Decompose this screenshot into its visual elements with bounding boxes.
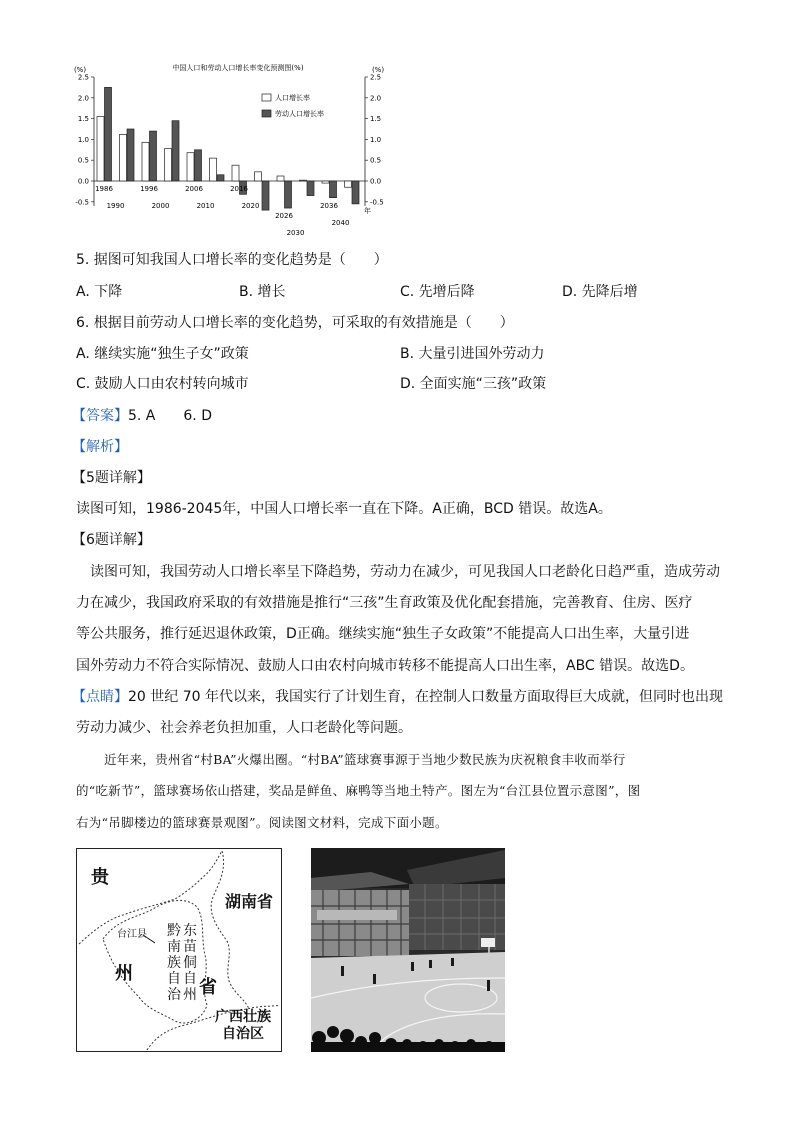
bar-population-2020 [255, 172, 262, 181]
bar-labor-2030 [307, 181, 314, 196]
y-tick-label-right: 2.5 [370, 73, 382, 82]
x-tick-label: 2026 [275, 212, 293, 220]
bar-population-1990 [120, 134, 127, 181]
chart-title: 中国人口和劳动人口增长率变化预测图(%) [172, 64, 304, 72]
d6-label: 【6题详解】 [72, 532, 151, 548]
y-unit-right: (%) [371, 66, 385, 74]
answer-text: 5. A 6. D [128, 408, 212, 424]
d6-line-2: 力在减少，我国政府采取的有效措施是推行“三孩”生育政策及优化配套措施，完善教育、住房、医疗 [76, 595, 693, 611]
legend-swatch-population [262, 94, 271, 101]
bar-population-2000 [165, 149, 172, 181]
map-label-sheng: 省 [199, 977, 217, 998]
q6-option-b[interactable]: B. 大量引进国外劳动力 [400, 346, 545, 362]
tip-label: 【点睛】 [72, 689, 128, 705]
map-label-qdn-col2: 东 苗 侗 自 州 [183, 923, 197, 1003]
y-tick-label-right: 2.0 [370, 94, 382, 103]
bar-population-2016 [232, 165, 239, 181]
x-tick-label: 2010 [196, 202, 215, 210]
map-label-guangxi: 广西壮族 自治区 [215, 1009, 271, 1042]
passage-line-3: 右为“吊脚楼边的篮球赛景观图”。阅读图文材料，完成下面小题。 [76, 815, 448, 830]
x-tick-label: 2030 [286, 229, 305, 237]
d6-line-1: 读图可知，我国劳动人口增长率呈下降趋势，劳动力在减少，可见我国人口老龄化日趋严重，造成劳动 [76, 564, 720, 580]
q5-option-c[interactable]: C. 先增后降 [400, 284, 475, 300]
x-tick-label: 1986 [95, 185, 113, 193]
d5-text: 读图可知，1986-2045年，中国人口增长率一直在下降。A正确，BCD 错误。故选A。 [76, 501, 612, 517]
map-label-taijiang: 台江县 [117, 929, 147, 940]
q6-option-d[interactable]: D. 全面实施“三孩”政策 [400, 376, 547, 392]
x-tick-label: 2040 [331, 219, 350, 227]
bar-labor-1990 [127, 129, 134, 181]
bar-population-2006 [187, 153, 194, 181]
map-label-zhou: 州 [115, 963, 133, 984]
y-tick-label-left: 2.0 [77, 94, 89, 103]
y-unit-left: (%) [73, 66, 87, 74]
bar-labor-2010 [217, 175, 224, 181]
tip-line-1: 20 世纪 70 年代以来，我国实行了计划生育，在控制人口数量方面取得巨大成就，但同时也出现 [128, 689, 723, 705]
q5-stem: 5. 据图可知我国人口增长率的变化趋势是（ ） [76, 252, 388, 268]
d6-line-4: 国外劳动力不符合实际情况、鼓励人口由农村向城市转移不能提高人口出生率，ABC 错误。故选D。 [76, 658, 694, 674]
bar-population-2026 [277, 176, 284, 181]
bar-population-1996 [142, 142, 149, 181]
legend-swatch-labor [262, 110, 271, 117]
y-tick-label-left: 0.0 [77, 177, 89, 186]
d5-label: 【5题详解】 [72, 470, 151, 486]
x-tick-label: 2000 [151, 202, 170, 210]
passage-line-1: 近年来，贵州省“村BA”火爆出圈。“村BA”篮球赛事源于当地少数民族为庆祝粮食丰收而举行 [104, 752, 626, 767]
bar-labor-2000 [172, 121, 179, 181]
bar-labor-2036 [330, 181, 337, 198]
taijiang-location-map [76, 848, 282, 1052]
y-tick-label-right: 0.5 [370, 156, 382, 165]
x-tick-label: 2016 [230, 185, 248, 193]
bar-population-2010 [210, 158, 217, 181]
answer-row [72, 406, 212, 426]
bar-labor-2006 [195, 150, 202, 181]
map-label-qdn-col1: 黔 南 族 自 治 [167, 923, 181, 1003]
x-tick-label: 1990 [106, 202, 125, 210]
bar-population-2040 [345, 181, 352, 187]
y-tick-label-left: 1.0 [77, 135, 89, 144]
x-tick-label: 1996 [140, 185, 158, 193]
x-tick-label: 2006 [185, 185, 203, 193]
tip-line-2: 劳动力减少、社会养老负担加重，人口老龄化等问题。 [76, 720, 412, 736]
map-label-gui: 贵 [91, 867, 109, 888]
y-tick-label-right: 1.0 [370, 135, 382, 144]
y-tick-label-right: 0.0 [370, 177, 382, 186]
bar-population-2036 [322, 181, 329, 183]
bar-labor-1996 [150, 131, 157, 181]
y-tick-label-right: 1.5 [370, 115, 382, 124]
bar-labor-2020 [262, 181, 269, 210]
x-unit: 年 [364, 207, 371, 215]
y-tick-label-left: -0.5 [75, 198, 89, 207]
x-tick-label: 2020 [241, 202, 260, 210]
bar-population-2030 [300, 180, 307, 181]
answer-label: 【答案】 [72, 408, 128, 424]
basketball-court-photo [311, 848, 505, 1052]
y-tick-label-right: -0.5 [370, 198, 384, 207]
tip-row [72, 687, 723, 707]
q6-stem: 6. 根据目前劳动人口增长率的变化趋势，可采取的有效措施是（ ） [76, 315, 514, 331]
passage-line-2: 的“吃新节”，篮球赛场依山搭建，奖品是鲜鱼、麻鸭等当地土特产。图左为“台江县位置示意图”，图 [76, 783, 641, 798]
population-growth-chart [60, 58, 400, 240]
q6-option-c[interactable]: C. 鼓励人口由农村转向城市 [76, 376, 249, 392]
bar-labor-1986 [105, 87, 112, 181]
legend-label-labor: 劳动人口增长率 [275, 110, 324, 118]
d6-line-3: 等公共服务，推行延迟退休政策，D正确。继续实施“独生子女政策”不能提高人口出生率，大量引进 [76, 626, 690, 642]
q5-option-a[interactable]: A. 下降 [76, 284, 123, 300]
bar-labor-2026 [285, 181, 292, 208]
y-tick-label-left: 1.5 [77, 115, 89, 124]
q5-option-b[interactable]: B. 增长 [239, 284, 286, 300]
q6-option-a[interactable]: A. 继续实施“独生子女”政策 [76, 346, 249, 362]
x-tick-label: 2036 [320, 202, 338, 210]
bar-labor-2040 [352, 181, 359, 204]
q5-option-d[interactable]: D. 先降后增 [562, 284, 638, 300]
legend-label-population: 人口增长率 [275, 94, 310, 102]
y-tick-label-left: 0.5 [77, 156, 89, 165]
map-label-hunan: 湖南省 [225, 892, 274, 911]
bar-population-1986 [97, 117, 104, 181]
analysis-label: 【解析】 [72, 439, 128, 455]
y-tick-label-left: 2.5 [77, 73, 89, 82]
